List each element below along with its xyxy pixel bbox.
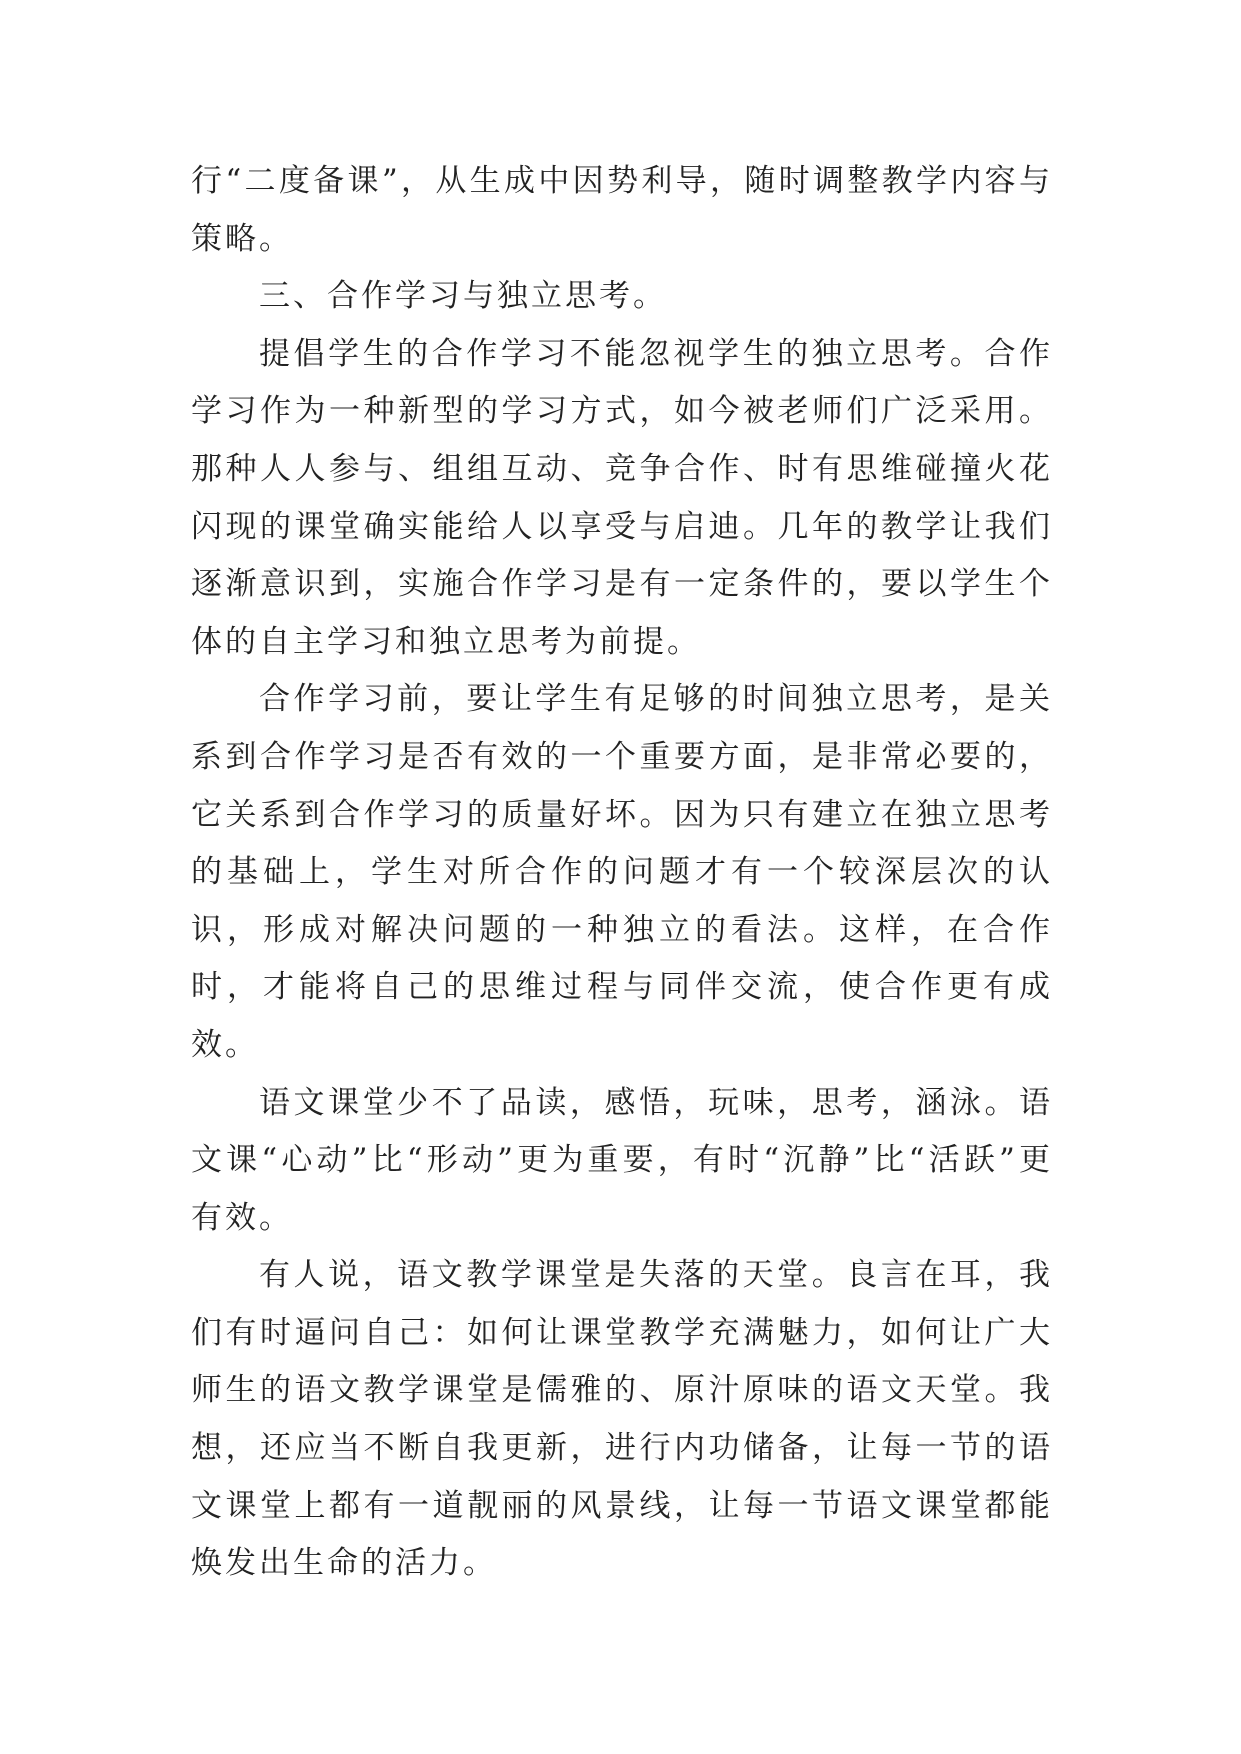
paragraph: 语文课堂少不了品读，感悟，玩味，思考，涵泳。语文课“心动”比“形动”更为重要，有时“沉静”比“活跃”更有效。 xyxy=(191,1084,1053,1236)
paragraph: 提倡学生的合作学习不能忽视学生的独立思考。合作学习作为一种新型的学习方式，如今被老师们广泛采用。那种人人参与、组组互动、竞争合作、时有思维碰撞火花闪现的课堂确实能给人以享受与启迪。几年的教学让我们逐渐意识到，实施合作学习是有一定条件的，要以学生个体的自主学习和独立思考为前提。 xyxy=(191,335,1053,660)
paragraph: 有人说，语文教学课堂是失落的天堂。良言在耳，我们有时逼问自己：如何让课堂教学充满魅力，如何让广大师生的语文教学课堂是儒雅的、原汁原味的语文天堂。我想，还应当不断自我更新，进行内功储备，让每一节的语文课堂上都有一道靓丽的风景线，让每一节语文课堂都能焕发出生命的活力。 xyxy=(191,1257,1053,1582)
section-heading: 三、合作学习与独立思考。 xyxy=(259,278,667,315)
paragraph-continuation: 行“二度备课”，从生成中因势利导，随时调整教学内容与策略。 xyxy=(191,163,1053,257)
body-text xyxy=(191,153,1053,1593)
paragraph: 合作学习前，要让学生有足够的时间独立思考，是关系到合作学习是否有效的一个重要方面，是非常必要的，它关系到合作学习的质量好坏。因为只有建立在独立思考的基础上，学生对所合作的问题才有一个较深层次的认识，形成对解决问题的一种独立的看法。这样，在合作时，才能将自己的思维过程与同伴交流，使合作更有成效。 xyxy=(191,681,1053,1063)
